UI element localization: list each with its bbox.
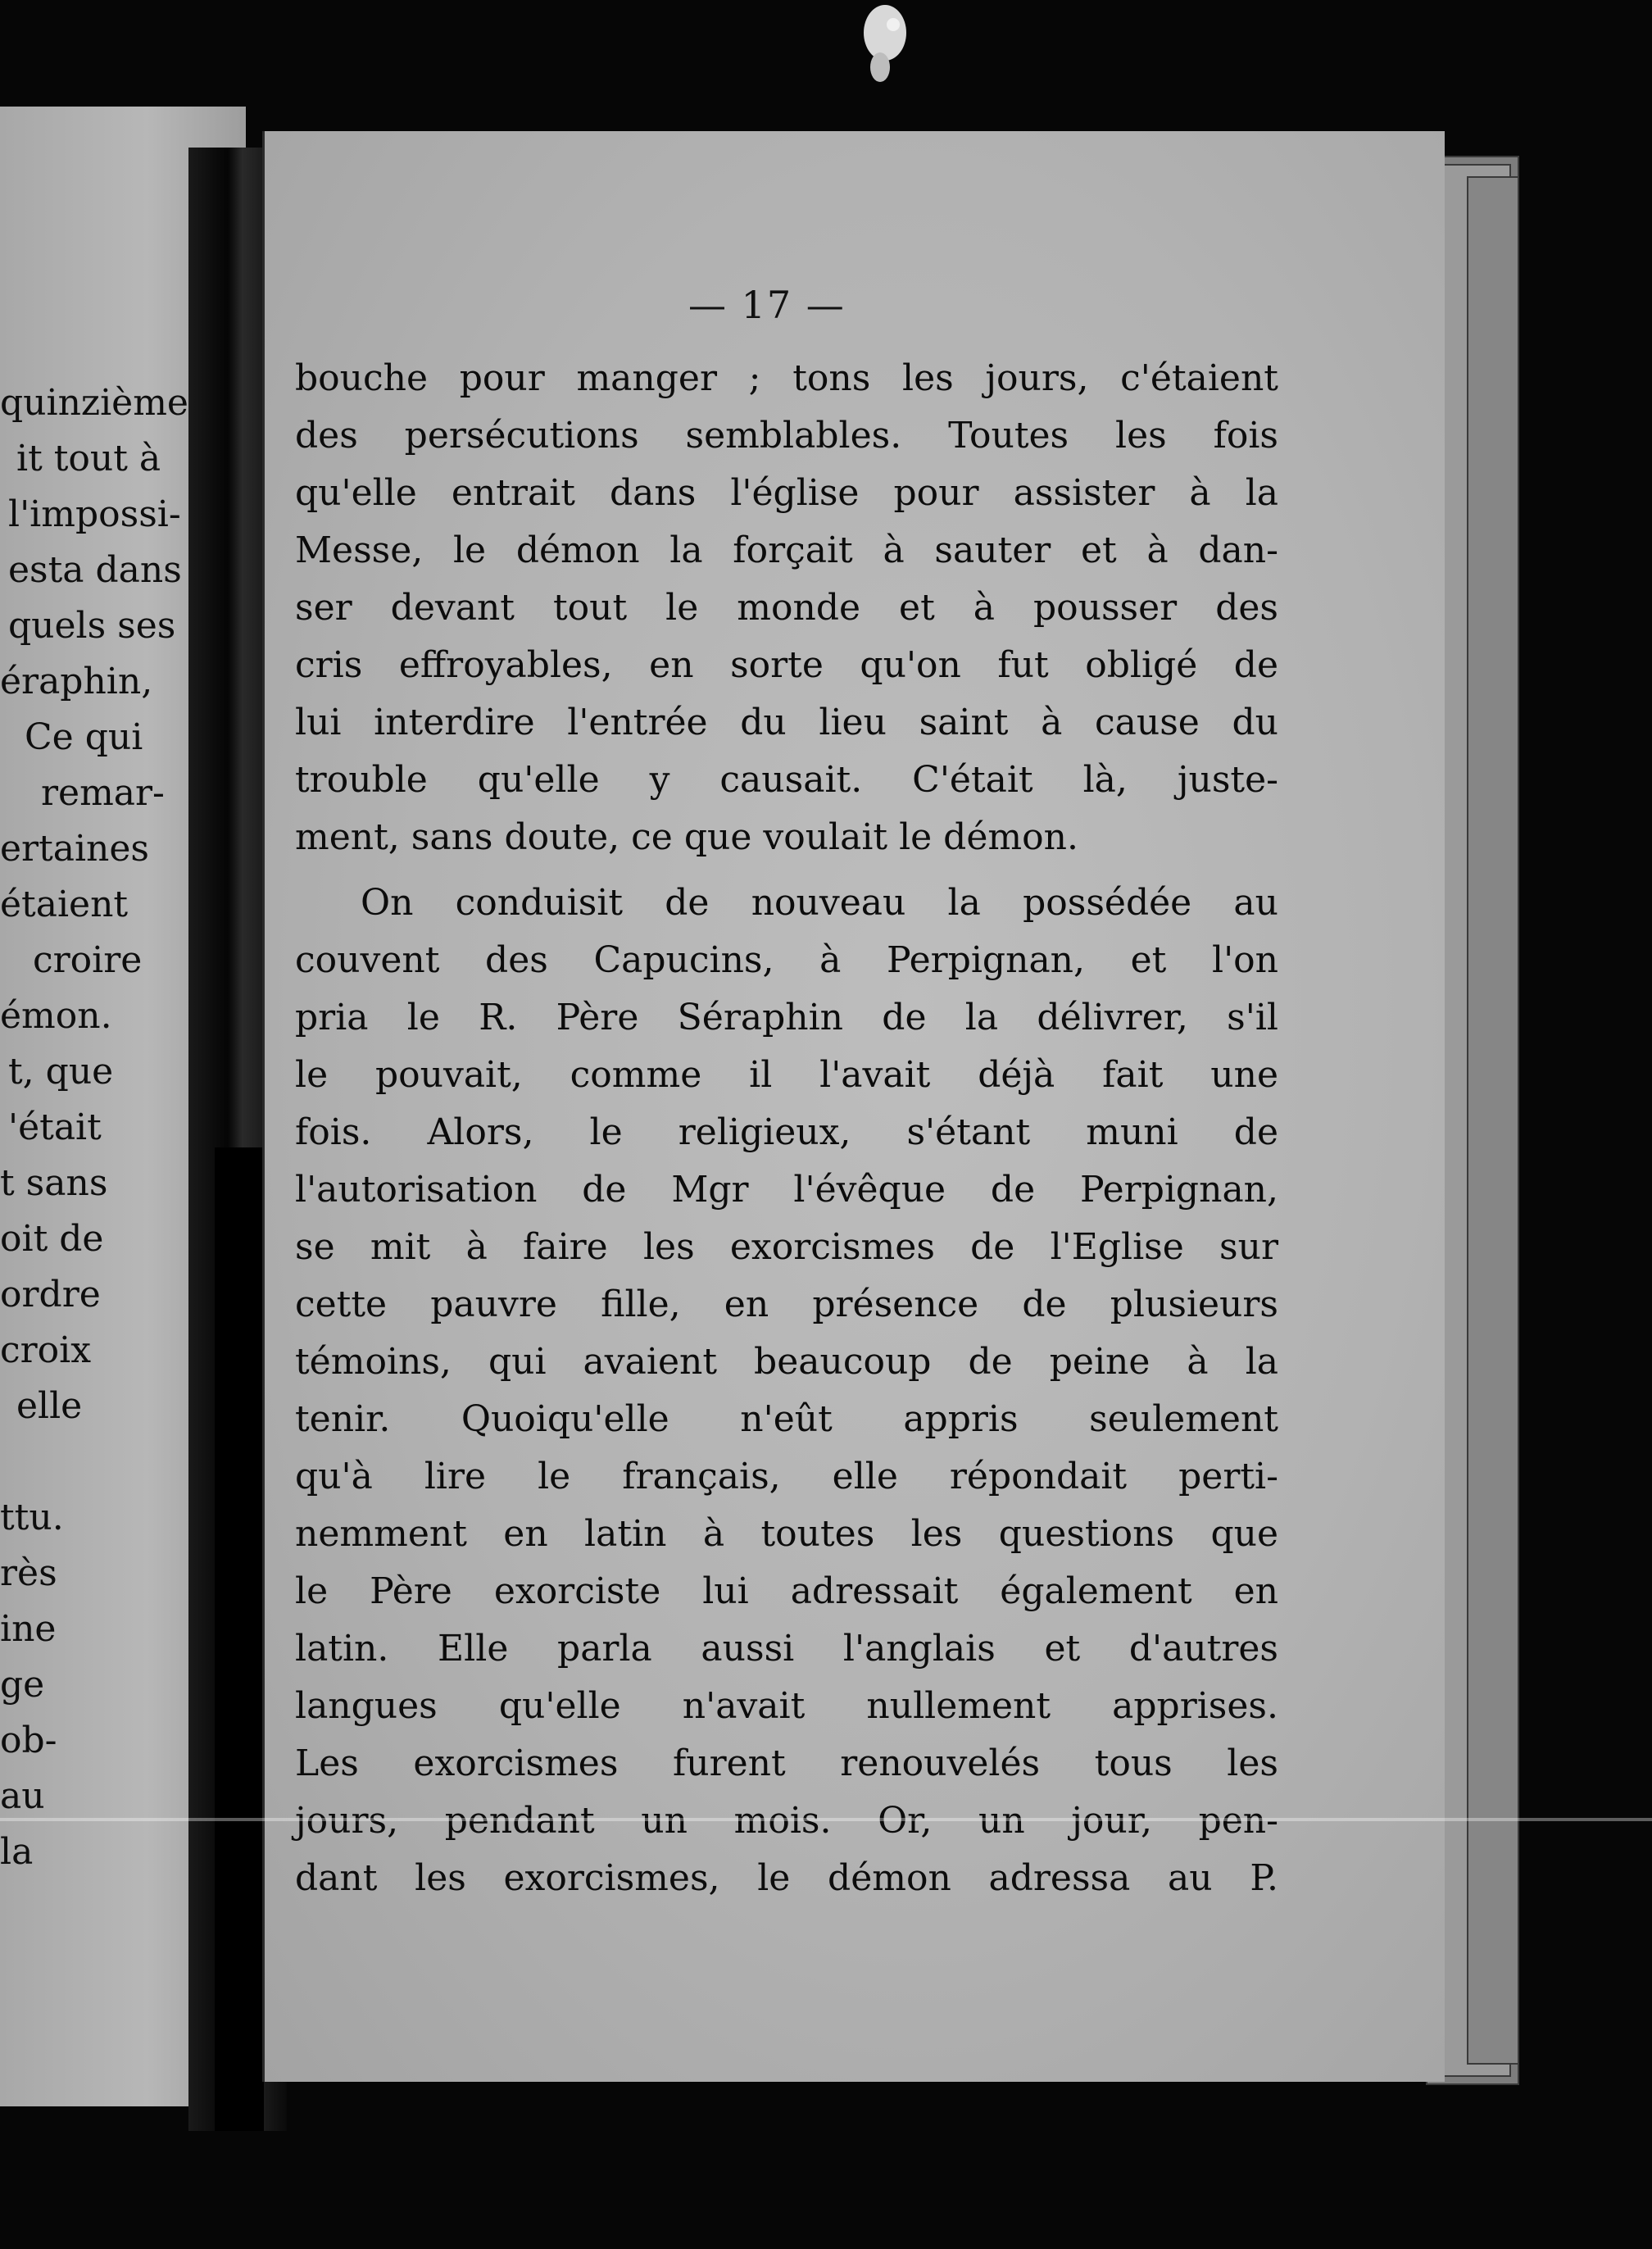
left-line: rès [0, 1552, 57, 1594]
left-line: éraphin, [0, 661, 153, 702]
page-number: — 17 — [688, 283, 846, 327]
text-line: Messe, le démon la forçait à sauter et à dan- [295, 529, 1278, 571]
text-line: des persécutions semblables. Toutes les fois [295, 415, 1278, 457]
text-line: dant les exorcismes, le démon adressa au P. [295, 1857, 1278, 1899]
left-line: ob- [0, 1720, 57, 1761]
left-line: au [0, 1775, 45, 1817]
left-line: remar- [41, 772, 165, 814]
text-line: pria le R. Père Séraphin de la délivrer, s'il [295, 997, 1278, 1038]
left-line: la [0, 1831, 34, 1873]
left-line: ine [0, 1608, 57, 1650]
text-line: cette pauvre fille, en présence de plusieurs [295, 1284, 1278, 1325]
text-line: le Père exorciste lui adressait également en [295, 1570, 1278, 1612]
left-line: elle [16, 1385, 83, 1427]
left-line: t sans [0, 1162, 108, 1204]
left-line: t, que [8, 1051, 114, 1093]
text-line: langues qu'elle n'avait nullement apprises. [295, 1685, 1278, 1727]
text-line: nemment en latin à toutes les questions que [295, 1513, 1278, 1555]
text-line: trouble qu'elle y causait. C'était là, juste- [295, 759, 1278, 801]
left-line: croire [33, 939, 143, 981]
text-line: latin. Elle parla aussi l'anglais et d'autres [295, 1628, 1278, 1670]
text-line: couvent des Capucins, à Perpignan, et l'on [295, 939, 1278, 981]
left-line: quels ses [8, 605, 176, 647]
text-line: qu'à lire le français, elle répondait perti- [295, 1456, 1278, 1497]
text-line: témoins, qui avaient beaucoup de peine à la [295, 1341, 1278, 1383]
left-line: étaient [0, 884, 129, 925]
torn-spine [215, 1147, 264, 2131]
text-line: jours, pendant un mois. Or, un jour, pen- [295, 1800, 1278, 1842]
left-line: ge [0, 1664, 45, 1706]
text-line: On conduisit de nouveau la possédée au [361, 882, 1278, 924]
left-line: ertaines [0, 828, 150, 870]
text-line: ment, sans doute, ce que voulait le démon. [295, 816, 1078, 858]
left-line: Ce qui [25, 716, 143, 758]
text-line: l'autorisation de Mgr l'évêque de Perpignan, [295, 1169, 1278, 1211]
text-line: tenir. Quoiqu'elle n'eût appris seulement [295, 1398, 1278, 1440]
left-line: quinzième [0, 382, 188, 424]
left-line: oit de [0, 1218, 104, 1260]
dust-speck-icon [852, 0, 918, 98]
left-line: émon. [0, 995, 112, 1037]
left-line: 'était [8, 1106, 102, 1148]
text-line: le pouvait, comme il l'avait déjà fait une [295, 1054, 1278, 1096]
left-line: ordre [0, 1274, 101, 1315]
page-edge [1467, 176, 1519, 2065]
left-line: esta dans [8, 549, 182, 591]
text-line: bouche pour manger ; tons les jours, c'étaient [295, 357, 1278, 399]
text-line: lui interdire l'entrée du lieu saint à cause du [295, 702, 1278, 743]
text-line: se mit à faire les exorcismes de l'Eglise sur [295, 1226, 1278, 1268]
text-line: fois. Alors, le religieux, s'étant muni de [295, 1111, 1278, 1153]
left-line: croix [0, 1329, 92, 1371]
left-line: ttu. [0, 1497, 64, 1538]
left-line: l'impossi- [8, 493, 181, 535]
scan-artifact-line [0, 1818, 1652, 1821]
text-line: cris effroyables, en sorte qu'on fut obligé de [295, 644, 1278, 686]
text-line: ser devant tout le monde et à pousser des [295, 587, 1278, 629]
left-line: it tout à [16, 438, 161, 479]
text-line: Les exorcismes furent renouvelés tous les [295, 1742, 1278, 1784]
text-line: qu'elle entrait dans l'église pour assister à la [295, 472, 1278, 514]
